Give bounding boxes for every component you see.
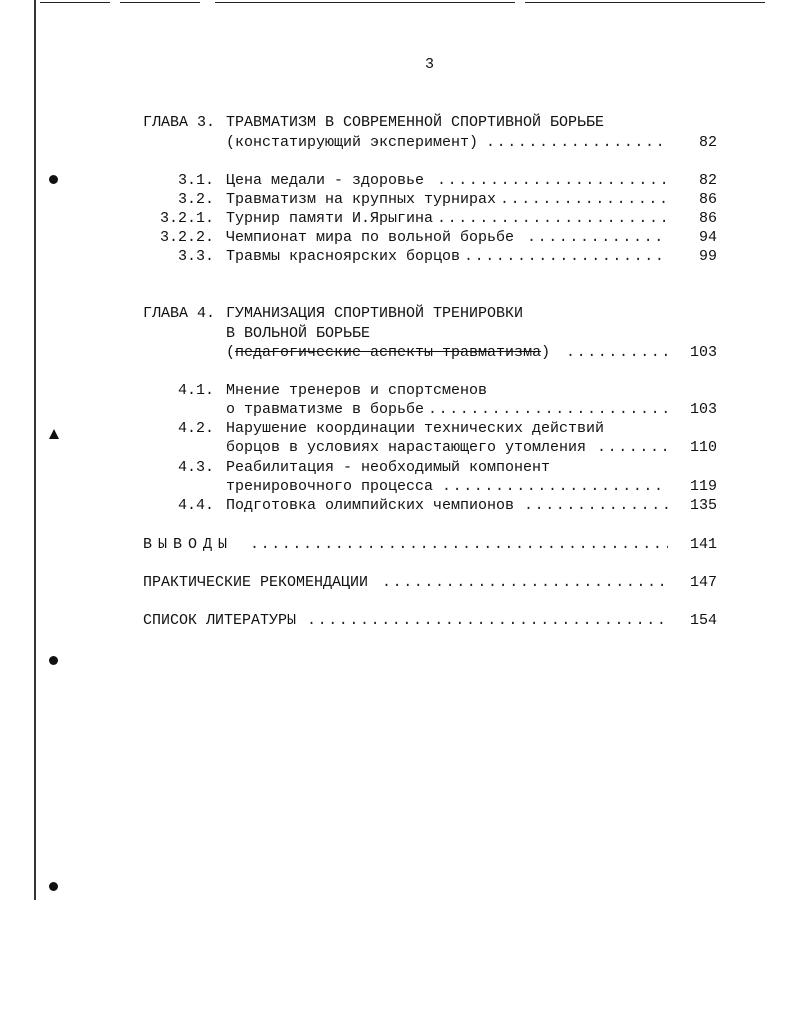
references-title: СПИСОК ЛИТЕРАТУРЫ bbox=[143, 612, 297, 629]
chapter-4-title-cont: В ВОЛЬНОЙ БОРЬБЕ bbox=[226, 325, 371, 342]
toc-entry: Нарушение координации технических действий bbox=[226, 420, 605, 437]
scan-top-edge bbox=[40, 2, 110, 3]
toc-entry: Чемпионат мира по вольной борьбе bbox=[226, 229, 515, 246]
toc-page: 110 bbox=[689, 439, 717, 456]
binding-hole-icon bbox=[49, 882, 58, 891]
scan-top-edge bbox=[525, 2, 765, 3]
struck-subtitle: педагогические аспекты травматизма bbox=[235, 344, 542, 361]
toc-page: 103 bbox=[689, 401, 717, 418]
chapter-3-page: 82 bbox=[698, 134, 717, 151]
chapter-3-label: ГЛАВА 3. bbox=[143, 114, 216, 131]
toc-entry: Подготовка олимпийских чемпионов bbox=[226, 497, 515, 514]
page-number: 3 bbox=[425, 56, 435, 73]
toc-number: 3.2. bbox=[177, 191, 214, 208]
toc-entry: Травматизм на крупных турнирах bbox=[226, 191, 497, 208]
dot-leader bbox=[428, 400, 668, 420]
toc-number: 4.2. bbox=[177, 420, 214, 437]
toc-page: 82 bbox=[698, 172, 717, 189]
dot-leader bbox=[307, 611, 668, 631]
toc-number: 4.3. bbox=[177, 459, 214, 476]
chapter-4-title: ГУМАНИЗАЦИЯ СПОРТИВНОЙ ТРЕНИРОВКИ bbox=[226, 305, 524, 322]
toc-entry: Цена медали - здоровье bbox=[226, 172, 425, 189]
dot-leader bbox=[597, 438, 668, 458]
chapter-4-label: ГЛАВА 4. bbox=[143, 305, 216, 322]
binding-hole-icon bbox=[49, 429, 59, 439]
toc-entry-cont: о травматизме в борьбе bbox=[226, 401, 425, 418]
chapter-4-subtitle bbox=[226, 343, 550, 363]
scan-left-edge bbox=[34, 0, 36, 900]
toc-number: 3.3. bbox=[177, 248, 214, 265]
dot-leader bbox=[486, 133, 668, 153]
dot-leader bbox=[464, 247, 668, 267]
conclusions-page: 141 bbox=[689, 536, 717, 553]
chapter-4-page: 103 bbox=[689, 344, 717, 361]
recommendations-page: 147 bbox=[689, 574, 717, 591]
binding-hole-icon bbox=[49, 656, 58, 665]
toc-page: 86 bbox=[698, 210, 717, 227]
references-page: 154 bbox=[689, 612, 717, 629]
toc-entry: Реабилитация - необходимый компонент bbox=[226, 459, 551, 476]
chapter-3-title: ТРАВМАТИЗМ В СОВРЕМЕННОЙ СПОРТИВНОЙ БОРЬБЕ bbox=[226, 114, 605, 131]
toc-entry-cont: борцов в условиях нарастающего утомления bbox=[226, 439, 587, 456]
scan-top-edge bbox=[215, 2, 515, 3]
dot-leader bbox=[500, 190, 668, 210]
toc-entry: Травмы красноярских борцов bbox=[226, 248, 461, 265]
toc-page: 99 bbox=[698, 248, 717, 265]
binding-hole-icon bbox=[49, 175, 58, 184]
dot-leader bbox=[382, 573, 668, 593]
dot-leader bbox=[437, 209, 668, 229]
dot-leader bbox=[437, 171, 668, 191]
scan-top-edge bbox=[120, 2, 200, 3]
dot-leader bbox=[527, 228, 668, 248]
toc-page: 135 bbox=[689, 497, 717, 514]
dot-leader bbox=[442, 477, 668, 497]
dot-leader bbox=[524, 496, 668, 516]
toc-page: 86 bbox=[698, 191, 717, 208]
toc-number: 4.1. bbox=[177, 382, 214, 399]
conclusions-title: ВЫВОДЫ bbox=[143, 536, 234, 553]
toc-page: 94 bbox=[698, 229, 717, 246]
toc-number: 3.1. bbox=[177, 172, 214, 189]
paren-close: ) bbox=[541, 344, 551, 361]
toc-number: 3.2.2. bbox=[159, 229, 214, 246]
toc-number: 3.2.1. bbox=[159, 210, 214, 227]
dot-leader bbox=[250, 535, 668, 555]
dot-leader bbox=[566, 343, 668, 363]
paren-open: ( bbox=[226, 344, 236, 361]
toc-number: 4.4. bbox=[177, 497, 214, 514]
toc-entry: Турнир памяти И.Ярыгина bbox=[226, 210, 434, 227]
toc-page: 119 bbox=[689, 478, 717, 495]
toc-entry-cont: тренировочного процесса bbox=[226, 478, 434, 495]
toc-entry: Мнение тренеров и спортсменов bbox=[226, 382, 488, 399]
chapter-3-subtitle: (констатирующий эксперимент) bbox=[226, 134, 479, 151]
recommendations-title: ПРАКТИЧЕСКИЕ РЕКОМЕНДАЦИИ bbox=[143, 574, 369, 591]
